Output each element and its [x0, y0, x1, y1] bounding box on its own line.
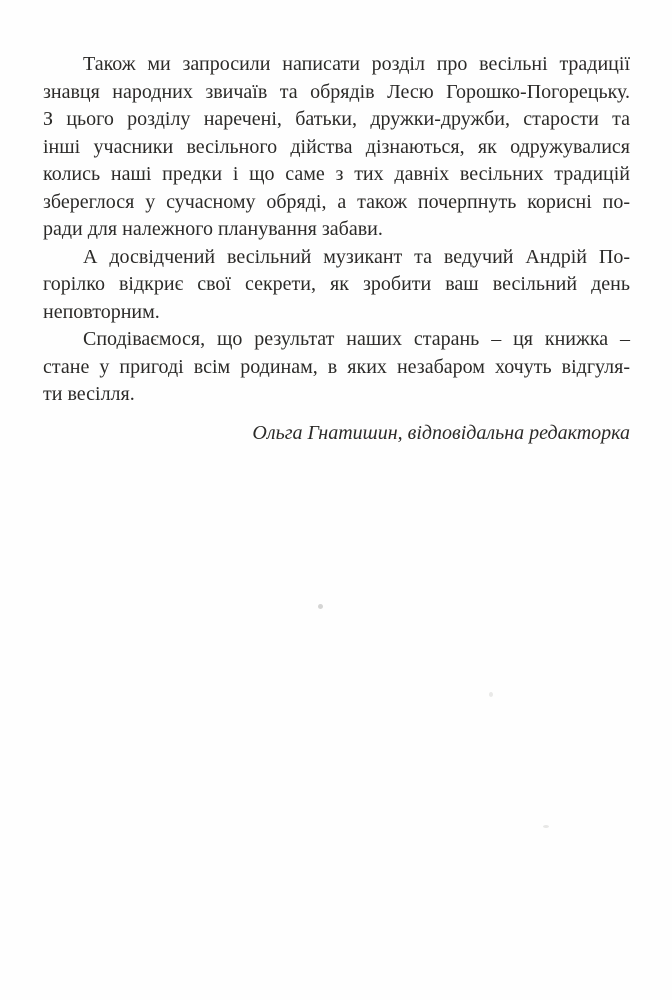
text-line: горілко відкриє свої секрети, як зробити ваш весільний день: [43, 273, 630, 295]
text-line: збереглося у сучасному обряді, а також почерпнуть корисні по-: [43, 190, 630, 213]
paragraphs: [43, 51, 630, 409]
text-line: Сподіваємося, що результат наших старань – ця книжка –: [83, 328, 630, 350]
text-block: [43, 51, 630, 447]
text-line: інші учасники весільного дійства дізнаються, як одружувалися: [43, 135, 630, 158]
scan-speck: [543, 825, 549, 828]
text-line: стане у пригоді всім родинам, в яких незабаром хочуть відгуля-: [43, 355, 630, 378]
scan-speck: [489, 692, 493, 697]
text-line: А досвідчений весільний музикант та ведучий Андрій По-: [83, 245, 630, 268]
text-line: З цього розділу наречені, батьки, дружки-дружби, старости та: [43, 108, 630, 130]
text-line: ради для належного планування забави.: [43, 218, 383, 240]
paragraph: [43, 326, 630, 409]
text-line: неповторним.: [43, 300, 160, 323]
byline: Ольга Гнатишин, відповідальна редакторка: [252, 421, 630, 444]
text-line: Також ми запросили написати розділ про весільні традиції: [83, 53, 630, 75]
text-line: колись наші предки і що саме з тих давніх весільних традицій: [43, 163, 630, 185]
scan-speck: [318, 604, 323, 609]
text-line: знавця народних звичаїв та обрядів Лесю Горошко-Погорецьку.: [43, 80, 630, 103]
text-line: ти весілля.: [43, 383, 135, 405]
paragraph: [43, 51, 630, 244]
paragraph: [43, 244, 630, 327]
